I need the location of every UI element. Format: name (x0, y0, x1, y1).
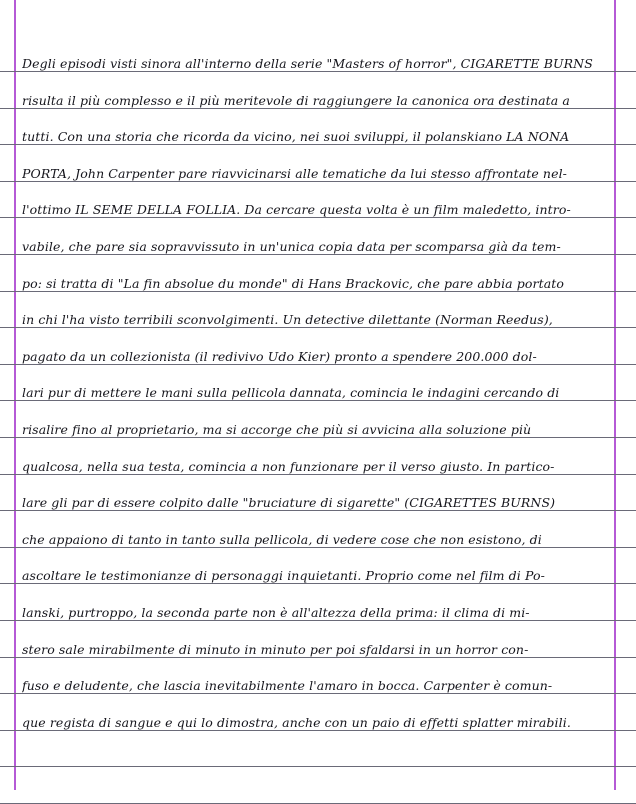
ruled-line (0, 766, 636, 767)
text-line: l'ottimo IL SEME DELLA FOLLIA. Da cercare questa volta è un film maledetto, intro- (22, 202, 571, 217)
text-line: lanski, purtroppo, la seconda parte non è all'altezza della prima: il clima di mi- (22, 605, 530, 620)
text-line: pagato da un collezionista (il redivivo Udo Kier) pronto a spendere 200.000 dol- (22, 349, 537, 364)
text-line: in chi l'ha visto terribili sconvolgimenti. Un detective dilettante (Norman Reedus), (22, 312, 553, 327)
right-margin-line (614, 0, 616, 790)
text-line: lari pur di mettere le mani sulla pellicola dannata, comincia le indagini cercando di (22, 385, 560, 400)
left-margin-line (14, 0, 16, 790)
text-line: PORTA, John Carpenter pare riavvicinarsi alle tematiche da lui stesso affrontate nel- (22, 166, 568, 181)
text-line: lare gli par di essere colpito dalle "bruciature di sigarette" (CIGARETTES BURNS) (22, 495, 556, 510)
text-line: fuso e deludente, che lascia inevitabilmente l'amaro in bocca. Carpenter è comun- (22, 678, 553, 693)
text-line: ascoltare le testimonianze di personaggi inquietanti. Proprio come nel film di Po- (22, 568, 545, 583)
text-line: que regista di sangue e qui lo dimostra, anche con un paio di effetti splatter mirabili. (22, 715, 571, 730)
text-line: vabile, che pare sia sopravvissuto in un'unica copia data per scomparsa già da tem- (22, 239, 561, 254)
text-line: po: si tratta di "La fin absolue du monde" di Hans Brackovic, che pare abbia portato (22, 276, 565, 291)
text-line: che appaiono di tanto in tanto sulla pellicola, di vedere cose che non esistono, di (22, 532, 542, 547)
text-line: stero sale mirabilmente di minuto in minuto per poi sfaldarsi in un horror con- (22, 642, 529, 657)
text-line: risalire fino al proprietario, ma si accorge che più si avvicina alla soluzione più (22, 422, 532, 437)
text-line: qualcosa, nella sua testa, comincia a non funzionare per il verso giusto. In partico- (22, 459, 555, 474)
text-line: risulta il più complesso e il più meritevole di raggiungere la canonica ora destinata a (22, 93, 570, 108)
text-line: Degli episodi visti sinora all'interno della serie "Masters of horror", CIGARETTE BURNS (22, 56, 593, 71)
text-line: tutti. Con una storia che ricorda da vicino, nei suoi sviluppi, il polanskiano LA NONA (22, 129, 570, 144)
